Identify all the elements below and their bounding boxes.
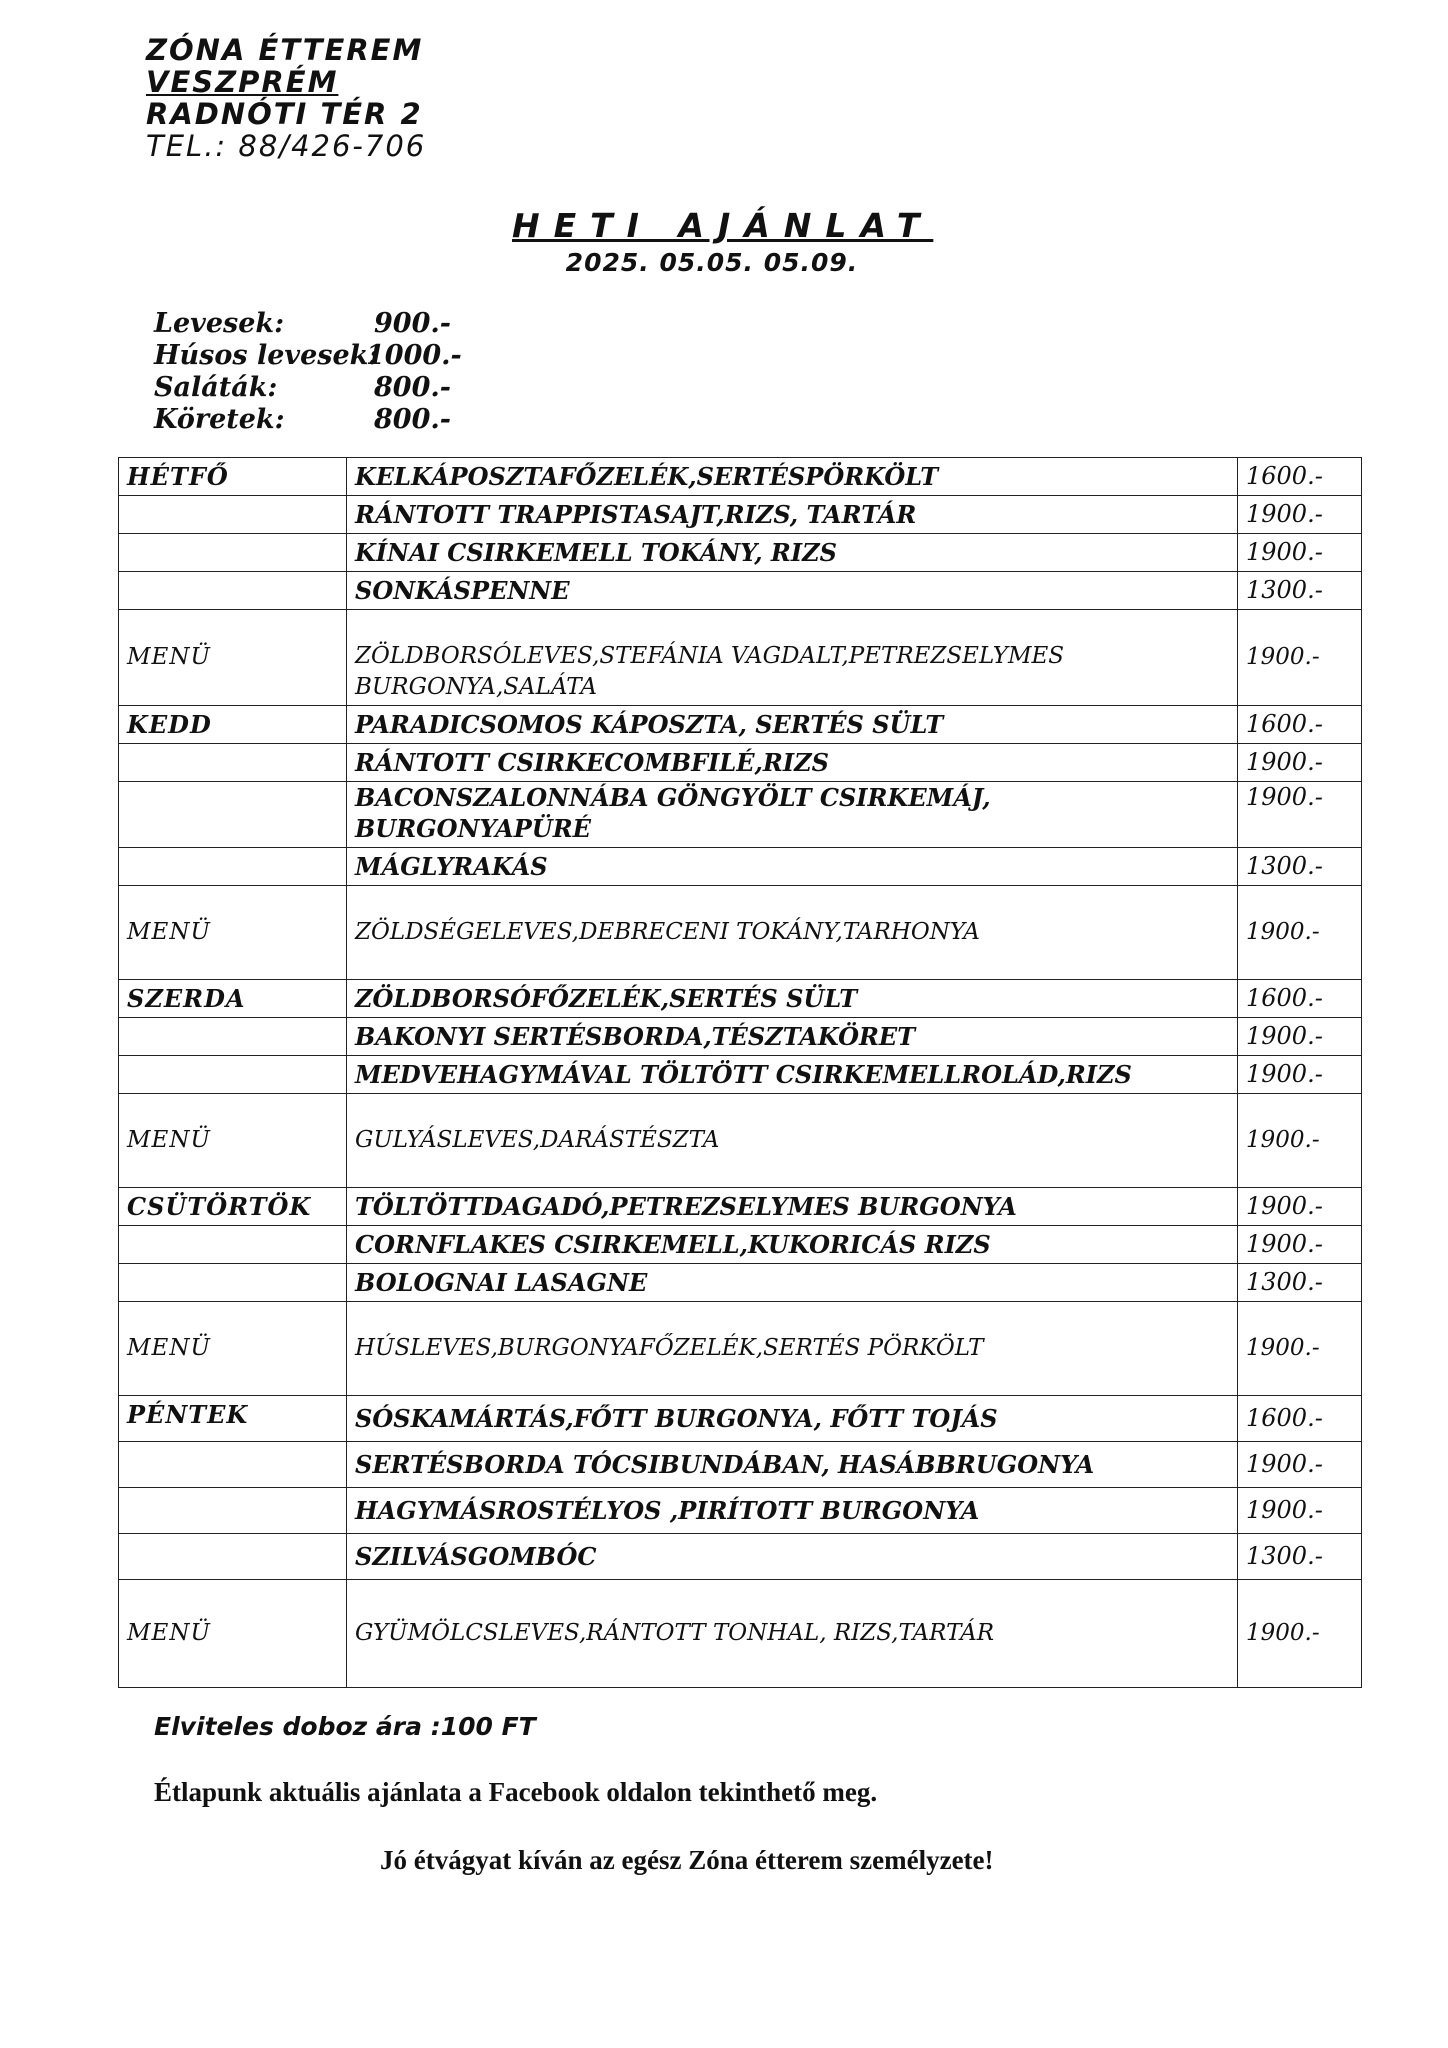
price-cell: 1900.- — [1238, 1188, 1362, 1226]
restaurant-address: RADNÓTI TÉR 2 — [146, 97, 423, 131]
table-row — [119, 534, 1362, 572]
dish-cell: MEDVEHAGYMÁVAL TÖLTÖTT CSIRKEMELLROLÁD,RIZS — [347, 1056, 1238, 1094]
dish-cell: KÍNAI CSIRKEMELL TOKÁNY, RIZS — [347, 534, 1238, 572]
price-cell: 1900.- — [1238, 610, 1362, 706]
category-prices — [154, 308, 462, 436]
price-row — [154, 372, 462, 404]
dish-cell: PARADICSOMOS KÁPOSZTA, SERTÉS SÜLT — [347, 706, 1238, 744]
price-row — [154, 404, 462, 436]
table-row — [119, 1188, 1362, 1226]
dish-cell: KELKÁPOSZTAFŐZELÉK,SERTÉSPÖRKÖLT — [347, 458, 1238, 496]
price-cell: 1900.- — [1238, 1056, 1362, 1094]
day-cell — [119, 1226, 347, 1264]
dish-cell: BACONSZALONNÁBA GÖNGYÖLT CSIRKEMÁJ, BURGONYAPÜRÉ — [347, 782, 1238, 848]
dish-cell: SZILVÁSGOMBÓC — [347, 1534, 1238, 1580]
facebook-note: Étlapunk aktuális ajánlata a Facebook oldalon tekinthető meg. — [154, 1777, 878, 1807]
table-row — [119, 496, 1362, 534]
dish-cell: BAKONYI SERTÉSBORDA,TÉSZTAKÖRET — [347, 1018, 1238, 1056]
restaurant-name: ZÓNA ÉTTEREM — [146, 33, 424, 67]
price-cell: 1900.- — [1238, 1094, 1362, 1188]
day-cell — [119, 496, 347, 534]
price-cell: 1900.- — [1238, 1488, 1362, 1534]
dish-cell: RÁNTOTT CSIRKECOMBFILÉ,RIZS — [347, 744, 1238, 782]
price-cell: 1900.- — [1238, 1018, 1362, 1056]
day-cell: HÉTFŐ — [119, 458, 347, 496]
dish-cell: ZÖLDBORSÓFŐZELÉK,SERTÉS SÜLT — [347, 980, 1238, 1018]
price-row — [154, 340, 462, 372]
price-label: Húsos levesek: — [154, 340, 379, 371]
day-cell: MENÜ — [119, 886, 347, 980]
price-cell: 1900.- — [1238, 496, 1362, 534]
dish-cell: CORNFLAKES CSIRKEMELL,KUKORICÁS RIZS — [347, 1226, 1238, 1264]
table-row — [119, 980, 1362, 1018]
day-cell — [119, 1056, 347, 1094]
day-cell — [119, 1018, 347, 1056]
day-cell: SZERDA — [119, 980, 347, 1018]
price-cell: 1600.- — [1238, 980, 1362, 1018]
price-value: 1000.- — [366, 340, 462, 371]
dish-cell: HÚSLEVES,BURGONYAFŐZELÉK,SERTÉS PÖRKÖLT — [347, 1302, 1238, 1396]
price-cell: 1300.- — [1238, 848, 1362, 886]
day-cell — [119, 534, 347, 572]
day-cell: PÉNTEK — [119, 1396, 347, 1442]
restaurant-city: VESZPRÉM — [146, 65, 339, 99]
table-row — [119, 1264, 1362, 1302]
price-cell: 1900.- — [1238, 1442, 1362, 1488]
price-cell: 1300.- — [1238, 572, 1362, 610]
price-value: 900.- — [374, 308, 451, 339]
table-row-menu — [119, 1302, 1362, 1396]
dish-cell: ZÖLDSÉGELEVES,DEBRECENI TOKÁNY,TARHONYA — [347, 886, 1238, 980]
day-cell: KEDD — [119, 706, 347, 744]
restaurant-header — [146, 34, 426, 162]
price-cell: 1600.- — [1238, 1396, 1362, 1442]
price-label: Saláták: — [154, 372, 278, 403]
takeaway-box-price: Elviteles doboz ára :100 FT — [154, 1712, 536, 1741]
day-cell: CSÜTÖRTÖK — [119, 1188, 347, 1226]
price-cell: 1900.- — [1238, 744, 1362, 782]
price-label: Levesek: — [154, 308, 285, 339]
table-row-menu — [119, 1580, 1362, 1688]
table-row — [119, 1396, 1362, 1442]
day-cell — [119, 1534, 347, 1580]
page-title: HETI AJÁNLAT — [512, 206, 934, 245]
price-value: 800.- — [374, 404, 451, 435]
price-label: Köretek: — [154, 404, 285, 435]
dish-cell: SERTÉSBORDA TÓCSIBUNDÁBAN, HASÁBBRUGONYA — [347, 1442, 1238, 1488]
table-row-menu — [119, 886, 1362, 980]
table-row — [119, 744, 1362, 782]
table-row — [119, 1488, 1362, 1534]
dish-cell: MÁGLYRAKÁS — [347, 848, 1238, 886]
offer-date: 2025. 05.05. 05.09. — [565, 248, 859, 277]
dish-cell: RÁNTOTT TRAPPISTASAJT,RIZS, TARTÁR — [347, 496, 1238, 534]
day-cell: MENÜ — [119, 1580, 347, 1688]
dish-cell: HAGYMÁSROSTÉLYOS ,PIRÍTOTT BURGONYA — [347, 1488, 1238, 1534]
price-cell: 1900.- — [1238, 534, 1362, 572]
dish-cell: ZÖLDBORSÓLEVES,STEFÁNIA VAGDALT,PETREZSELYMES BURGONYA,SALÁTA — [347, 610, 1238, 706]
table-row — [119, 1442, 1362, 1488]
table-row — [119, 458, 1362, 496]
table-row — [119, 782, 1362, 848]
table-row — [119, 1018, 1362, 1056]
dish-cell: TÖLTÖTTDAGADÓ,PETREZSELYMES BURGONYA — [347, 1188, 1238, 1226]
table-row — [119, 1226, 1362, 1264]
price-value: 800.- — [374, 372, 451, 403]
price-cell: 1900.- — [1238, 1302, 1362, 1396]
restaurant-phone: TEL.: 88/426-706 — [146, 129, 427, 163]
day-cell — [119, 572, 347, 610]
price-cell: 1600.- — [1238, 458, 1362, 496]
price-cell: 1900.- — [1238, 886, 1362, 980]
dish-cell: GULYÁSLEVES,DARÁSTÉSZTA — [347, 1094, 1238, 1188]
table-row — [119, 706, 1362, 744]
price-cell: 1300.- — [1238, 1264, 1362, 1302]
greeting: Jó étvágyat kíván az egész Zóna étterem személyzete! — [380, 1845, 994, 1875]
day-cell — [119, 1264, 347, 1302]
table-row — [119, 1534, 1362, 1580]
dish-cell: SONKÁSPENNE — [347, 572, 1238, 610]
day-cell — [119, 744, 347, 782]
dish-cell: BOLOGNAI LASAGNE — [347, 1264, 1238, 1302]
table-row-menu — [119, 1094, 1362, 1188]
day-cell — [119, 848, 347, 886]
day-cell — [119, 1442, 347, 1488]
price-cell: 1900.- — [1238, 782, 1362, 848]
price-cell: 1900.- — [1238, 1580, 1362, 1688]
table-row-menu — [119, 610, 1362, 706]
day-cell: MENÜ — [119, 1302, 347, 1396]
price-cell: 1300.- — [1238, 1534, 1362, 1580]
price-row — [154, 308, 462, 340]
price-cell: 1900.- — [1238, 1226, 1362, 1264]
day-cell — [119, 782, 347, 848]
weekly-menu-table — [118, 457, 1362, 1688]
price-cell: 1600.- — [1238, 706, 1362, 744]
day-cell — [119, 1488, 347, 1534]
table-row — [119, 848, 1362, 886]
dish-cell: SÓSKAMÁRTÁS,FŐTT BURGONYA, FŐTT TOJÁS — [347, 1396, 1238, 1442]
day-cell: MENÜ — [119, 1094, 347, 1188]
day-cell: MENÜ — [119, 610, 347, 706]
table-row — [119, 1056, 1362, 1094]
dish-cell: GYÜMÖLCSLEVES,RÁNTOTT TONHAL, RIZS,TARTÁR — [347, 1580, 1238, 1688]
table-row — [119, 572, 1362, 610]
